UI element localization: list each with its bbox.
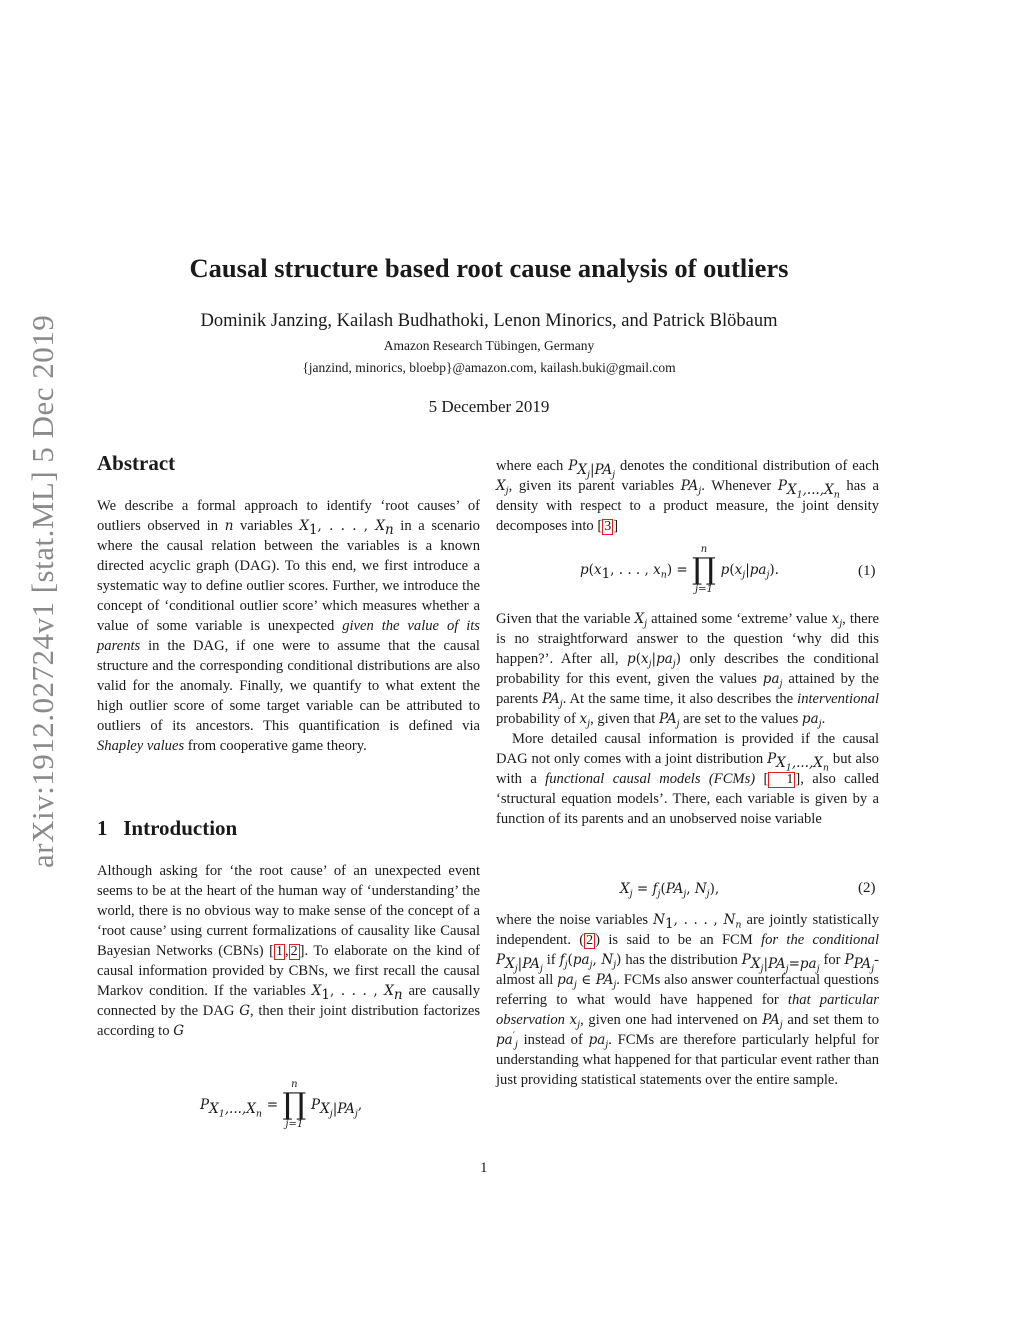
equation-number: (2) xyxy=(858,880,876,896)
introduction-heading: 1 Introduction xyxy=(97,816,238,840)
factorization-equation: $P_{X_1,...,X_n}$ = n ∏ j=1 $P_{X_j|PA_j}$, xyxy=(200,1079,363,1130)
abstract-body: We describe a formal approach to identify ‘root causes’ of outliers observed in n variables $X_1$, . . . , $X_n$ in a scenario where the causal relation between the variables is a known directed acyclic graph (DAG). To this end, we first introduce a systematic way to define outlier scores. Further, we introduce the concept of ‘conditional outlier score’ which measures whether a value of some variable is unexpected given the value of its parents in the DAG, if one were to assume that the causal structure and the corresponding conditional distributions are also valid for the anomaly. Finally, we quantify to what extent the high outlier score of some target variable can be attributed to outliers of its ancestors. This quantification is defined via Shapley values from cooperative game theory. xyxy=(97,498,480,754)
paper-title: Causal structure based root cause analysis of outliers xyxy=(189,253,789,283)
citation-link[interactable]: 1 xyxy=(275,944,283,959)
author-list: Dominik Janzing, Kailash Budhathoki, Lenon Minorics, and Patrick Blöbaum xyxy=(200,311,778,331)
page-number: 1 xyxy=(480,1160,488,1176)
affiliation: Amazon Research Tübingen, Germany xyxy=(383,338,595,353)
email-list: {janzind, minorics, bloebp}@amazon.com, kailash.buki@gmail.com xyxy=(302,360,676,375)
citation-link[interactable]: 1 xyxy=(768,772,795,788)
right-para-1: where each $P_{X_j|PA_j}$ denotes the conditional distribution of each $X_j$, given its parent variables $PA_j$. Whenever $P_{X_1,...,X_n}$ has a density with respect to a product measure, the joint density decomposes into [ 3 ] xyxy=(496,458,879,534)
right-para-4: where the noise variables $N_1$, . . . , $N_n$ are jointly statistically independent. ( 2 ) is said to be an FCM for the conditional $P_{X_j|PA_j}$ if $f_j(pa_j$, $N_j$) has the distribution $P_{X_j|PA_j=pa_j}$ for $P_{PA_j}$-almost all $pa_j$ ∈ $PA_j$. FCMs also answer counterfactual questions referring to what would have happened for that particular observation $x_j$, given one had intervened on $PA_j$ and set them to $pa'_j$ instead of $pa_j$. FCMs are therefore particularly helpful for understanding what happened for that particular event rather than just providing statistical statements over the entire sample. xyxy=(496,912,880,1088)
paper-date: 5 December 2019 xyxy=(428,397,550,416)
citation-link[interactable]: 2 xyxy=(290,944,298,959)
introduction-body: Although asking for ‘the root cause’ of an unexpected event seems to be at the heart of the human way of ‘understanding’ the world, there is no obvious way to make sense of the concept of a ‘root cause’ using current formalizations of causality like Causal Bayesian Networks (CBNs) [ 1 , 2 ]. To elaborate on the kind of causal information provided by CBNs, we first recall the causal Markov condition. If the variables $X_1$, . . . , $X_n$ are causally connected by the DAG G, then their joint distribution factorizes according to G xyxy=(97,863,481,1039)
arxiv-stamp: arXiv:1912.02724v1 [stat.ML] 5 Dec 2019 xyxy=(25,314,60,868)
fcm-equation: $X_j = f_j(PA_j$, $N_j$), xyxy=(620,881,720,900)
right-para-2: Given that the variable $X_j$ attained some ‘extreme’ value $x_j$, there is no straightforward answer to the question ‘why did this happen?’. After all, $p(x_j|pa_j)$ only describes the conditional probability for this event, given the values $pa_j$ attained by the parents $PA_j$. At the same time, it also describes the interventional probability of $x_j$, given that $PA_j$ are set to the values $pa_j$. More detailed causal information is provided if the causal DAG not only comes with a joint distribution $P_{X_1,...,X_n}$ but also with a functional causal models (FCMs) [ 1 ], also called ‘structural equation models’. There, each variable is given by a function of its parents and an unobserved noise variable xyxy=(496,611,880,827)
joint-density-equation: $p(x_1$, . . . , $x_n$) = n ∏ j=1 $p(x_j|pa_j)$. xyxy=(580,544,779,595)
abstract-heading: Abstract xyxy=(97,451,176,475)
equation-number: (1) xyxy=(858,563,876,579)
citation-link[interactable]: 3 xyxy=(604,519,612,534)
equation-link[interactable]: 2 xyxy=(586,933,594,948)
